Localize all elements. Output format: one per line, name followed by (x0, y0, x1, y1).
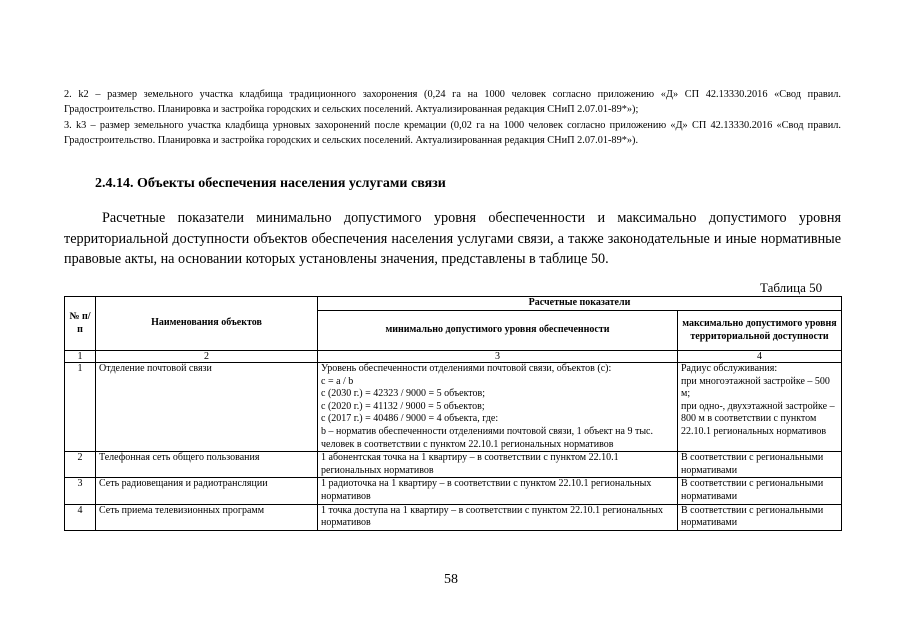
cell-line: В соответствии с региональными нормативами (681, 452, 824, 476)
cell-line: 1 точка доступа на 1 квартиру – в соответствии с пунктом 22.10.1 региональных нормативов (321, 504, 663, 529)
footnote-k2: 2. k2 – размер земельного участка кладбища традиционного захоронения (0,24 га на 1000 человек согласно приложению «Д» СП 42.13330.2016 «Свод правил. Градостроительство. Планировка и застройка городских и сельских поселений. Актуализированная редакция СНиП 2.07.01-89*»); (64, 89, 841, 116)
max-accessibility-cell (678, 363, 842, 452)
footnote-k3: 3. k3 – размер земельного участка кладбища урновых захоронений после кремации (0,02 га на 1000 человек согласно приложению «Д» СП 42.13330.2016 «Свод правил. Градостроительство. Планировка и застройка городских и сельских поселений. Актуализированная редакция СНиП 2.07.01-89*»). (64, 119, 841, 147)
min-provision-cell (318, 452, 678, 478)
cell-line: с = а / b (321, 375, 354, 387)
footnotes (64, 87, 841, 149)
min-provision-cell (318, 478, 678, 504)
cell-line: при одно-, двухэтажной застройке – (681, 400, 835, 412)
header-min: минимально допустимого уровня обеспеченности (318, 311, 678, 351)
cell-line: 1 абонентская точка на 1 квартиру – в соответствии с пунктом 22.10.1 региональных нормативов (321, 452, 619, 476)
cell-line: с (2020 г.) = 41132 / 9000 = 5 объектов; (321, 400, 485, 412)
min-provision-cell (318, 363, 678, 452)
cell-line: Радиус обслуживания: (681, 363, 778, 374)
object-name: Отделение почтовой связи (96, 363, 318, 452)
index-cell: 1 (65, 351, 96, 363)
object-name: Телефонная сеть общего пользования (96, 452, 318, 478)
index-cell: 2 (96, 351, 318, 363)
max-accessibility-cell (678, 478, 842, 504)
section-heading: 2.4.14. Объекты обеспечения населения услугами связи (95, 176, 446, 191)
cell-line: Уровень обеспеченности отделениями почтовой связи, объектов (с): (321, 363, 612, 374)
intro-text: Расчетные показатели минимально допустимого уровня обеспеченности и максимально допустимого уровня территориальной доступности объектов обеспечения населения услугами связи, а также законодательные и иные нормативные правовые акты, на основании которых установлены значения, представлены в таблице 50. (64, 210, 841, 267)
index-cell: 4 (678, 351, 842, 363)
cell-line: 800 м в соответствии с пунктом 22.10.1 региональных нормативов (681, 413, 827, 437)
page-number: 58 (444, 572, 458, 587)
header-group: Расчетные показатели (318, 297, 842, 311)
index-row (65, 351, 842, 363)
cell-line: В соответствии с региональными нормативами (681, 504, 824, 529)
intro-paragraph (64, 208, 841, 270)
table-row (65, 478, 842, 504)
cell-line: В соответствии с региональными нормативами (681, 478, 824, 502)
cell-line: 1 радиоточка на 1 квартиру – в соответствии с пунктом 22.10.1 региональных нормативов (321, 478, 652, 502)
object-name: Сеть приема телевизионных программ (96, 504, 318, 530)
cell-line: с (2017 г.) = 40486 / 9000 = 4 объекта, где: (321, 413, 499, 425)
table-row (65, 504, 842, 530)
table-row (65, 452, 842, 478)
header-max: максимально допустимого уровня территориальной доступности (678, 311, 842, 351)
row-number: 2 (65, 452, 96, 478)
cell-line: b – норматив обеспеченности отделениями почтовой связи, 1 объект на 9 тыс. человек в соответствии с пунктом 22.10.1 региональных нормативов (321, 425, 653, 450)
min-provision-cell (318, 504, 678, 530)
row-number: 3 (65, 478, 96, 504)
object-name: Сеть радиовещания и радиотрансляции (96, 478, 318, 504)
cell-line: при многоэтажной застройке – 500 м; (681, 375, 830, 400)
row-number: 4 (65, 504, 96, 530)
header-name: Наименования объектов (96, 297, 318, 351)
cell-line: с (2030 г.) = 42323 / 9000 = 5 объектов; (321, 388, 486, 400)
indicators-table (64, 296, 842, 531)
max-accessibility-cell (678, 452, 842, 478)
row-number: 1 (65, 363, 96, 452)
index-cell: 3 (318, 351, 678, 363)
header-num: № п/п (65, 297, 96, 351)
table-row (65, 363, 842, 452)
max-accessibility-cell (678, 504, 842, 530)
table-body (65, 351, 842, 531)
table-caption: Таблица 50 (760, 280, 823, 295)
